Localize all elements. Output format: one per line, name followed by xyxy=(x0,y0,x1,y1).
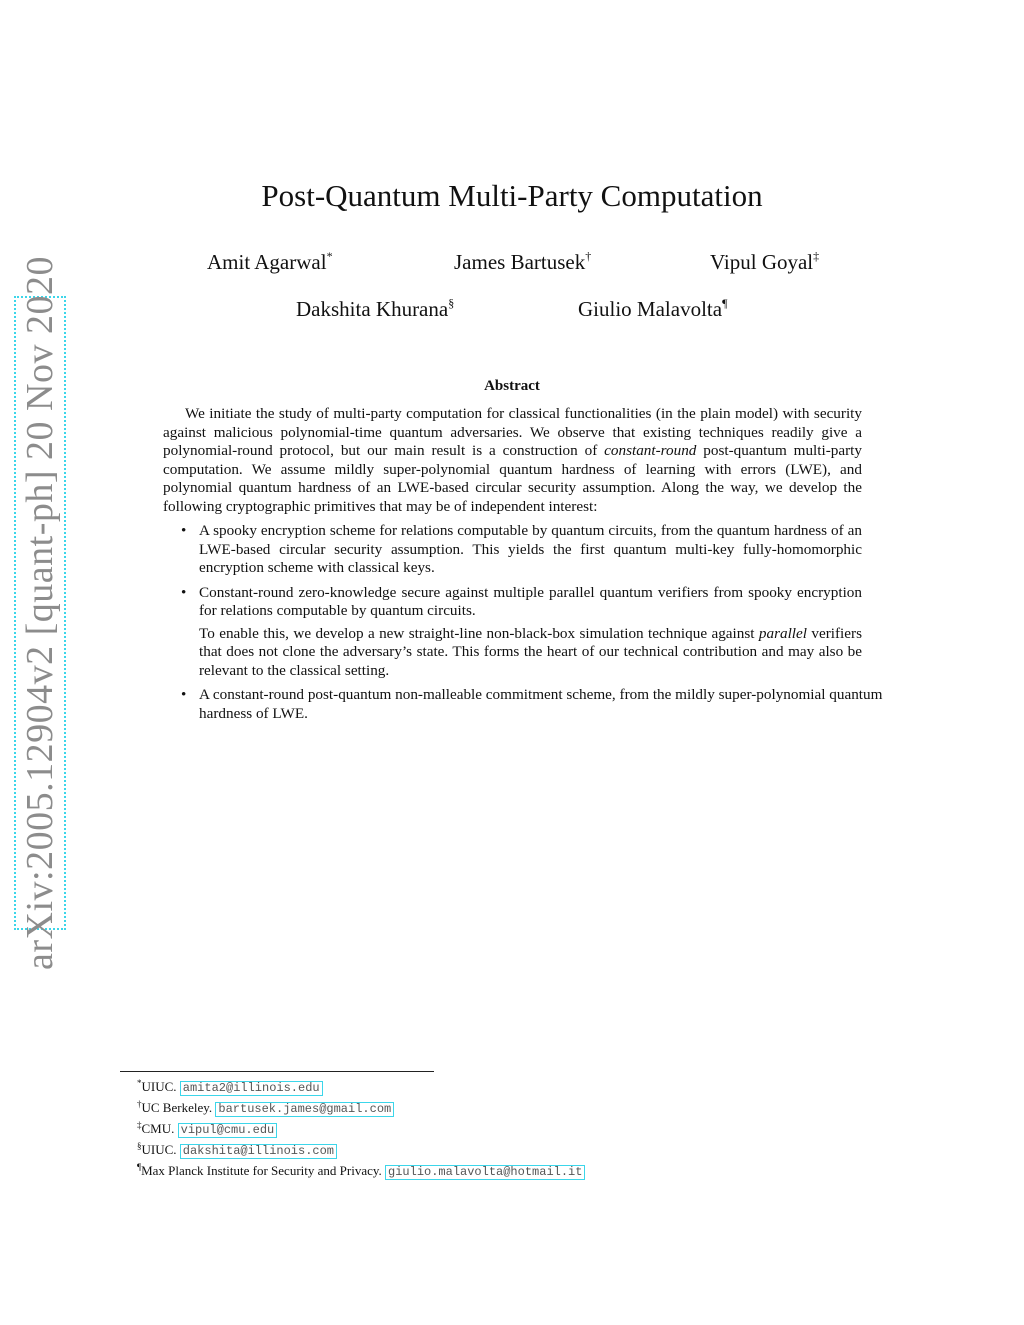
bullet-icon: • xyxy=(181,686,187,703)
footnote: †UC Berkeley. bartusek.james@gmail.com xyxy=(137,1096,585,1117)
author-goyal: Vipul Goyal‡ xyxy=(710,249,820,274)
contribution-item: • A spooky encryption scheme for relations computable by quantum circuits, from the quantum hardness of an LWE-based circular security assumption. This yields the first quantum multi-key fully-homomorphic encryption scheme with classical keys. xyxy=(181,522,862,576)
email-link[interactable]: bartusek.james@gmail.com xyxy=(215,1102,394,1117)
bullet-icon: • xyxy=(181,583,187,601)
email-link[interactable]: vipul@cmu.edu xyxy=(178,1123,278,1138)
contribution-item: • Constant-round zero-knowledge secure against multiple parallel quantum verifiers from spooky encryption for relations computable by quantum circuits. To enable this, we develop a new straight-line non-black-box simulation technique against parallel verifiers that does not clone the adversary’s state. This forms the heart of our technical contribution and may also be relevant to the classical setting. xyxy=(181,583,862,679)
email-link[interactable]: giulio.malavolta@hotmail.it xyxy=(385,1165,585,1180)
email-link[interactable]: dakshita@illinois.com xyxy=(180,1144,337,1159)
paper-title: Post-Quantum Multi-Party Computation xyxy=(261,178,763,213)
footnote: §UIUC. dakshita@illinois.com xyxy=(137,1138,585,1159)
contribution-continuation: To enable this, we develop a new straight-line non-black-box simulation technique against parallel verifiers that does not clone the adversary’s state. This forms the heart of our technical contribution and may also be relevant to the classical setting. xyxy=(199,624,862,679)
contributions-list xyxy=(163,522,883,723)
author-khurana: Dakshita Khurana§ xyxy=(296,296,455,321)
contribution-item: • A constant-round post-quantum non-malleable commitment scheme, from the mildly super-polynomial quantum hardness of LWE. xyxy=(181,686,883,722)
abstract-intro: We initiate the study of multi-party computation for classical functionalities (in the plain model) with security against malicious polynomial-time quantum adversaries. We observe that existing techniques readily give a polynomial-round protocol, but our main result is a construction of constant-round post-quantum multi-party computation. We assume mildly super-polynomial quantum hardness of learning with errors (LWE), and polynomial quantum hardness of an LWE-based circular security assumption. Along the way, we develop the following cryptographic primitives that may be of independent interest: xyxy=(163,405,862,515)
abstract-body xyxy=(163,405,883,729)
abstract-heading: Abstract xyxy=(484,378,540,394)
bullet-icon: • xyxy=(181,522,187,539)
author-malavolta: Giulio Malavolta¶ xyxy=(578,296,728,321)
author-agarwal: Amit Agarwal* xyxy=(207,249,333,274)
footnote: ¶Max Planck Institute for Security and Privacy. giulio.malavolta@hotmail.it xyxy=(137,1159,585,1180)
footnote-divider xyxy=(120,1071,434,1072)
footnotes xyxy=(137,1075,585,1180)
footnote: *UIUC. amita2@illinois.edu xyxy=(137,1075,585,1096)
footnote: ‡CMU. vipul@cmu.edu xyxy=(137,1117,585,1138)
arxiv-identifier-text: arXiv:2005.12904v2 [quant-ph] 20 Nov 2020 xyxy=(19,256,61,970)
author-bartusek: James Bartusek† xyxy=(454,249,592,274)
email-link[interactable]: amita2@illinois.edu xyxy=(180,1081,323,1096)
